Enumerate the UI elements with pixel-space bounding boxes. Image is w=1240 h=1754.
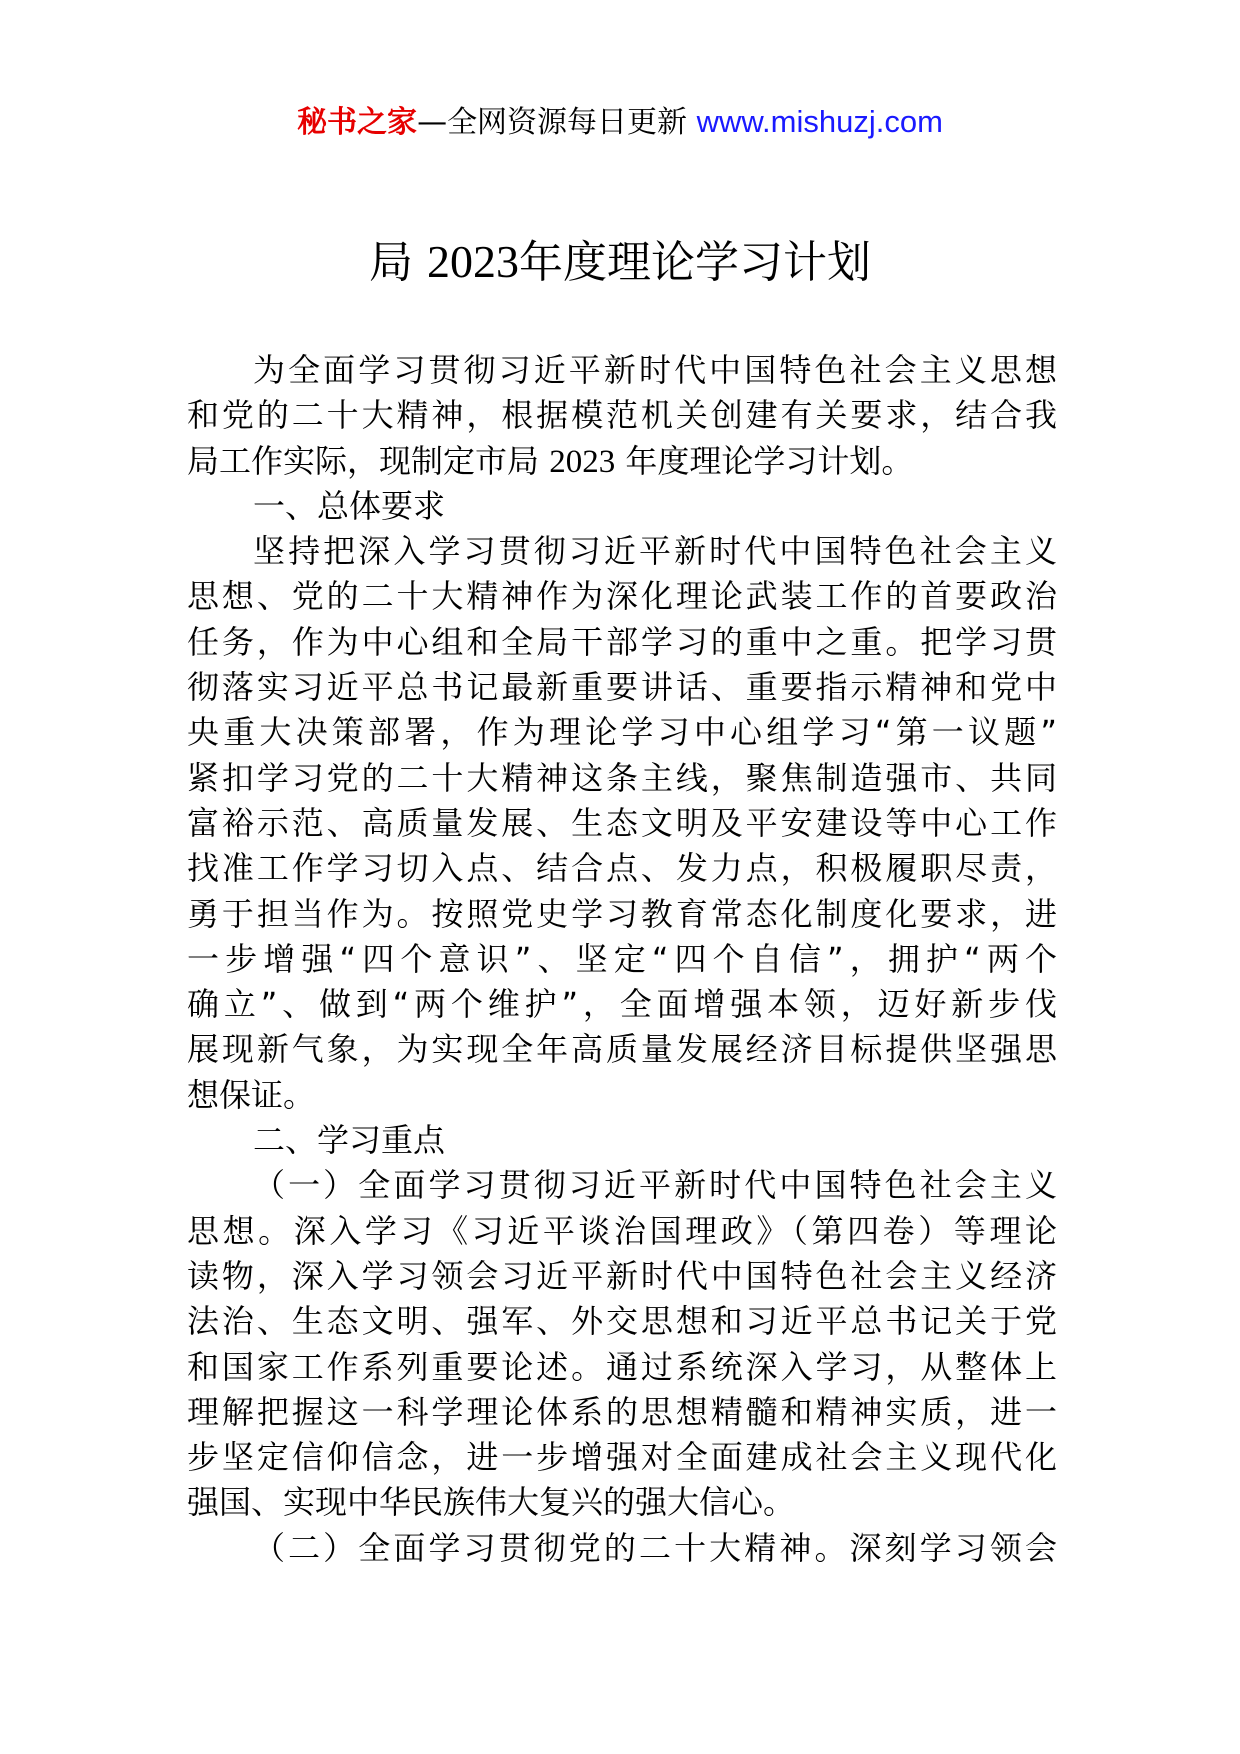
- body-line: 思想。深入学习《习近平谈治国理政》（第四卷）等理论: [187, 1211, 1057, 1250]
- body-line: 理解把握这一科学理论体系的思想精髓和精神实质，进一: [187, 1392, 1057, 1431]
- document-title: [0, 232, 1240, 293]
- body-line: 央重大决策部署，作为理论学习中心组学习“第一议题”: [187, 713, 1057, 752]
- body-line-year: 2023: [549, 443, 616, 480]
- body-line: 彻落实习近平总书记最新重要讲话、重要指示精神和党中: [187, 668, 1057, 707]
- body-line: 强国、实现中华民族伟大复兴的强大信心。: [187, 1483, 796, 1522]
- body-line: 紧扣学习党的二十大精神这条主线，聚焦制造强市、共同: [187, 758, 1057, 797]
- body-line: [187, 439, 1057, 484]
- body-line: （二）全面学习贯彻党的二十大精神。深刻学习领会: [253, 1528, 1057, 1567]
- header-tagline: —全网资源每日更新: [417, 105, 688, 140]
- title-year: 2023: [427, 236, 519, 287]
- brand-name: 秘书之家: [297, 105, 418, 140]
- body-line: 一步增强“四个意识”、坚定“四个自信”，拥护“两个: [187, 939, 1057, 978]
- body-line-text: 年度理论学习计划。: [625, 441, 914, 480]
- body-line: 法治、生态文明、强军、外交思想和习近平总书记关于党: [187, 1302, 1057, 1341]
- body-line: 坚持把深入学习贯彻习近平新时代中国特色社会主义: [253, 532, 1057, 571]
- body-line: 展现新气象，为实现全年高质量发展经济目标提供坚强思: [187, 1030, 1057, 1069]
- body-line: 步坚定信仰信念，进一步增强对全面建成社会主义现代化: [187, 1438, 1057, 1477]
- body-line: 和党的二十大精神，根据模范机关创建有关要求，结合我: [187, 396, 1057, 435]
- body-line: 为全面学习贯彻习近平新时代中国特色社会主义思想: [253, 351, 1057, 389]
- body-line: 富裕示范、高质量发展、生态文明及平安建设等中心工作: [187, 803, 1057, 842]
- body-line: 和国家工作系列重要论述。通过系统深入学习，从整体上: [187, 1347, 1057, 1386]
- body-line: 确立”、做到“两个维护”，全面增强本领，迈好新步伐: [187, 985, 1057, 1024]
- body-line-text: 局工作实际，现制定市局: [187, 441, 540, 480]
- body-line: 任务，作为中心组和全局干部学习的重中之重。把学习贯: [187, 622, 1057, 661]
- section-heading: 二、学习重点: [253, 1121, 446, 1160]
- body-line: 找准工作学习切入点、结合点、发力点，积极履职尽责，: [187, 849, 1057, 888]
- body-line: 勇于担当作为。按照党史学习教育常态化制度化要求，进: [187, 894, 1057, 933]
- title-prefix: 局: [369, 237, 413, 288]
- title-suffix: 年度理论学习计划: [519, 237, 871, 288]
- body-line: 想保证。: [187, 1075, 316, 1114]
- site-url-link[interactable]: www.mishuzj.com: [696, 104, 943, 139]
- body-line: 读物，深入学习领会习近平新时代中国特色社会主义经济: [187, 1256, 1057, 1295]
- body-line: （一）全面学习贯彻习近平新时代中国特色社会主义: [253, 1166, 1057, 1205]
- body-line: 思想、党的二十大精神作为深化理论武装工作的首要政治: [187, 577, 1057, 616]
- document-body: [187, 348, 1057, 1571]
- section-heading: 一、总体要求: [253, 486, 446, 525]
- watermark-header: [0, 100, 1240, 145]
